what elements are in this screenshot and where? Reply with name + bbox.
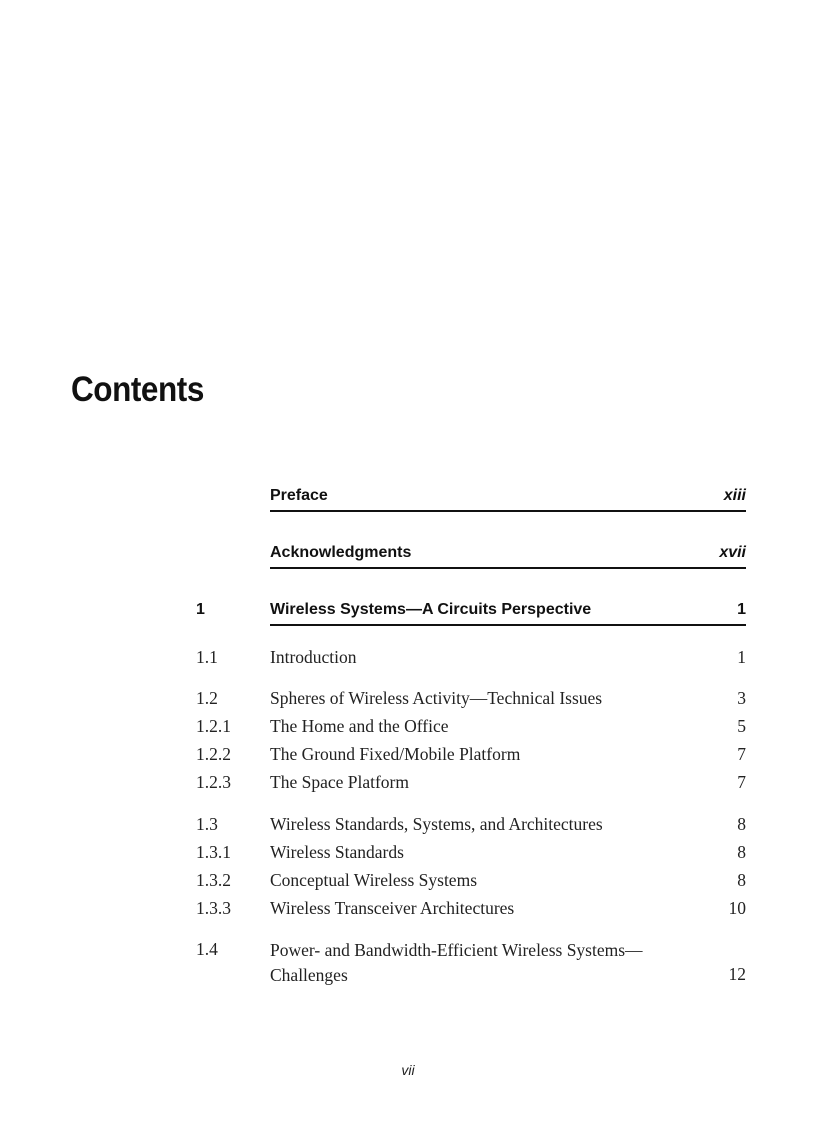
toc-entry-page: 7: [737, 744, 746, 764]
toc-entry-title: The Space Platform: [270, 772, 409, 792]
toc-entry-page: 3: [737, 688, 746, 708]
toc-entry-number: 1.3: [196, 814, 218, 834]
toc-entry-rule: [270, 624, 746, 626]
toc-entry-page: 8: [737, 842, 746, 862]
toc-entry-page: 10: [728, 898, 746, 918]
toc-entry-page: 8: [737, 870, 746, 890]
toc-entry-title: Introduction: [270, 647, 357, 667]
toc-entry-rule: [270, 567, 746, 569]
toc-entry-title-line: Challenges: [270, 965, 348, 985]
toc-entry-number: 1: [196, 601, 205, 618]
page-title: Contents: [71, 370, 204, 409]
toc-entry-page: 7: [737, 772, 746, 792]
toc-entry-page: 12: [728, 964, 746, 984]
toc-entry-title: Conceptual Wireless Systems: [270, 870, 478, 890]
toc-entry-title-line: Power- and Bandwidth-Efficient Wireless Systems—: [270, 940, 643, 960]
toc-entry-title: Acknowledgments: [270, 544, 412, 561]
toc-entry-page: 8: [737, 814, 746, 834]
toc-entry-page: xiii: [723, 487, 746, 504]
toc-entry-number: 1.3.3: [196, 898, 231, 918]
toc-entry-title: Wireless Standards: [270, 842, 404, 862]
toc-entry-number: 1.4: [196, 939, 218, 959]
toc-entry-title: [270, 938, 710, 988]
toc-entry-title: Wireless Transceiver Architectures: [270, 898, 515, 918]
toc-entry-title: Wireless Systems—A Circuits Perspective: [270, 601, 592, 618]
toc-entry-title: Wireless Standards, Systems, and Architectures: [270, 814, 603, 834]
toc-entry-rule: [270, 510, 746, 512]
toc-entry-page: 1: [737, 647, 746, 667]
page-number: vii: [401, 1062, 415, 1078]
toc-entry-title: Preface: [270, 487, 328, 504]
toc-entry-number: 1.2.1: [196, 716, 231, 736]
toc-entry-number: 1.2.3: [196, 772, 231, 792]
toc-entry-number: 1.2: [196, 688, 218, 708]
toc-entry-number: 1.1: [196, 647, 218, 667]
toc-entry-page: 5: [737, 716, 746, 736]
toc-entry-number: 1.3.1: [196, 842, 231, 862]
toc-entry-number: 1.2.2: [196, 744, 231, 764]
toc-entry-title: The Ground Fixed/Mobile Platform: [270, 744, 521, 764]
toc-entry-title: The Home and the Office: [270, 716, 449, 736]
toc-entry-number: 1.3.2: [196, 870, 231, 890]
toc-entry-page: 1: [737, 601, 746, 618]
toc-entry-title: Spheres of Wireless Activity—Technical Issues: [270, 688, 603, 708]
toc-entry-page: xvii: [719, 544, 746, 561]
